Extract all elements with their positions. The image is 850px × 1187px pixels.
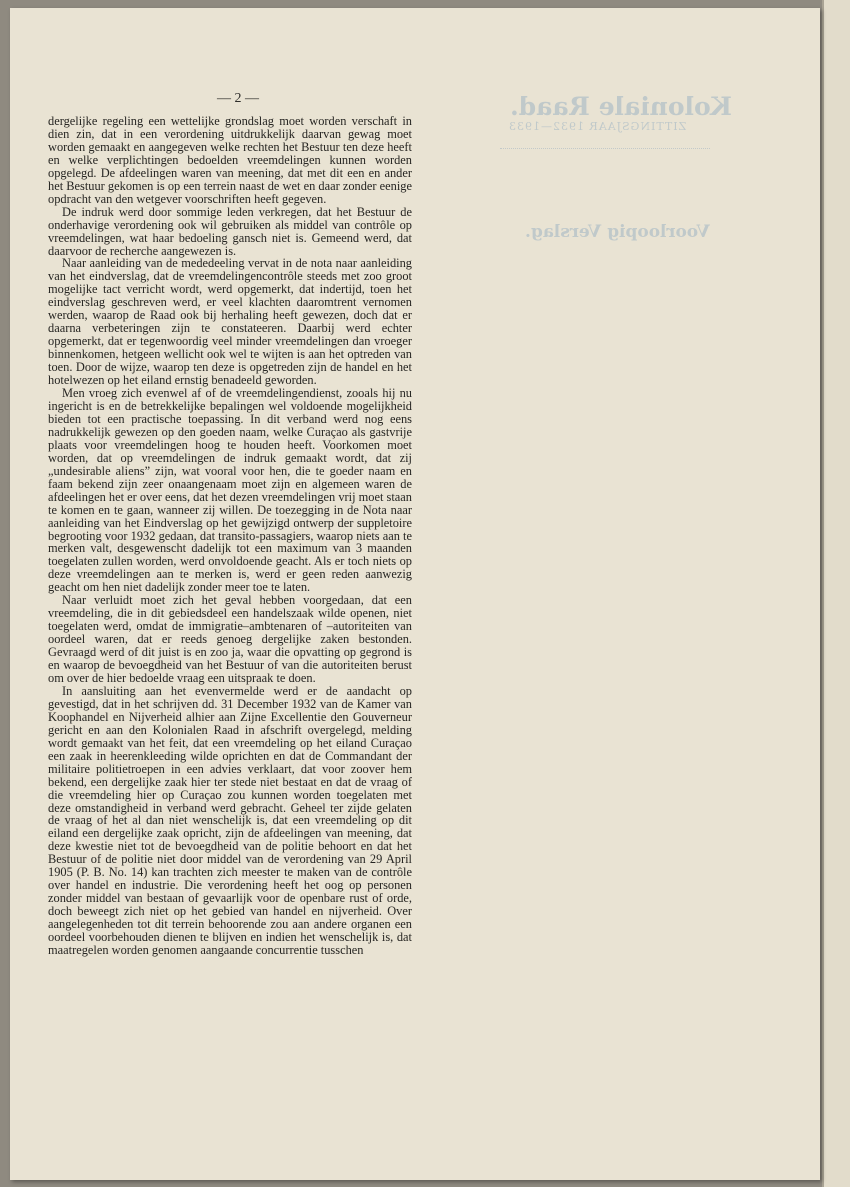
bleed-through-title: Koloniale Raad. bbox=[510, 92, 732, 121]
bleed-through-subtitle: ZITTINGSJAAR 1932—1933 bbox=[508, 120, 687, 133]
bleed-through-rule bbox=[500, 148, 710, 149]
bleed-through-heading: Voorloopig Verslag. bbox=[525, 222, 710, 242]
paragraph-6: In aansluiting aan het evenvermelde werd er de aandacht op gevestigd, dat in het schrijven dd. 31 December 1932 van de Kamer van Koophandel en Nijverheid alhier aan Zijne Excellentie den Gouverneur gericht en aan den Kolonialen Raad in afschrift overgelegd, melding wordt gemaakt van het feit, dat een vreemdeling op het eiland Curaçao een zaak in heerenkleeding wilde oprichten en dat de Commandant der militaire politietroepen in een advies verklaart, dat voor zoover hem bekend, een dergelijke zaak hier ter stede niet bestaat en dat de vraag of die vreemdeling hier op Curaçao zou kunnen worden toegelaten met deze omstandigheid in verband werd gebracht. Geheel ter zijde gelaten de vraag of het al dan niet wenschelijk is, dat een vreemdeling op dit eiland een dergelijke zaak opricht, zijn de afdeelingen van meening, dat deze kwestie niet tot de bevoegdheid van de politie behoort en dat het Bestuur of de politie niet door middel van de verordening van 29 April 1905 (P. B. No. 14) kan trachten zich meester te maken van de contrôle over handel en industrie. Die verordening heeft het oog op personen zonder middel van bestaan of gevaarlijk voor de openbare rust of orde, doch beweegt zich niet op het gebied van handel en nijverheid. Over aangelegenheden tot dit terrein behoorende zou aan andere organen een oordeel voorbehouden dienen te blijven en indien het wenschelijk is, dat maatregelen worden genomen aangaande concurrentie tusschen bbox=[48, 683, 412, 957]
page-number: — 2 — bbox=[217, 91, 259, 106]
paragraph-4: Men vroeg zich evenwel af of de vreemdelingendienst, zooals hij nu ingericht is en de betrekkelijke bepalingen wel voldoende mogelijkheid bieden tot een practische toepassing. In dit verband werd nog eens nadrukkelijk gewezen op den goeden naam, welke Curaçao als gastvrije plaats voor vreemdelingen hoog te houden heeft. Voorkomen moet worden, dat op vreemdelingen de indruk gemaakt wordt, dat zij „undesirable aliens” zijn, wat vooral voor hen, die te goeder naam en faam bekend zijn zeer onaangenaam moet zijn en algemeen waren de afdeelingen het er over eens, dat het dezen vreemdelingen vrij moet staan te komen en te gaan, wanneer zij willen. De toezegging in de Nota naar aanleiding van het Eindverslag op het gewijzigd ontwerp der suppletoire begrooting voor 1932 gedaan, dat transito-passagiers, waarop niets aan te merken valt, desgewenscht dadelijk tot een maximum van 3 maanden toegelaten zullen worden, werd onvoldoende geacht. Als er toch niets op deze vreemdelingen aan te merken is, werd er geen reden aanwezig geacht om hen niet dadelijk zonder meer toe te laten. bbox=[48, 386, 412, 595]
paragraph-5: Naar verluidt moet zich het geval hebben voorgedaan, dat een vreemdeling, die in dit gebiedsdeel een handelszaak wilde openen, niet toegelaten werd, omdat de immigratie–ambtenaren of –autoriteiten van oordeel waren, dat er reeds genoeg dergelijke zaken bestonden. Gevraagd werd of dit juist is en zoo ja, waar die opvatting op gegrond is en waarop de bevoegdheid van het Bestuur of van die autoriteiten berust om over de hier bedoelde vraag een uitspraak te doen. bbox=[48, 593, 412, 685]
text-column bbox=[48, 115, 412, 957]
adjacent-page-edge bbox=[822, 0, 850, 1187]
paragraph-1: dergelijke regeling een wettelijke grondslag moet worden verschaft in dien zin, dat in een verordening uitdrukkelijk daarvan gewag moet worden gemaakt en aangegeven welke rechten het Bestuur ten deze heeft en welke verplichtingen bedoelden vreemdelingen kunnen worden opgelegd. De afdeelingen waren van meening, dat met dit een en ander het Bestuur gekomen is op een terrein naast de wet en daar zonder eenige opdracht van den wetgever voorschriften heeft gegeven. bbox=[48, 114, 412, 206]
paragraph-2: De indruk werd door sommige leden verkregen, dat het Bestuur de onderhavige verordening ook wil gebruiken als middel van contrôle op vreemdelingen, wat haar bedoeling gansch niet is. Gemeend werd, dat daarvoor de recherche aangewezen is. bbox=[48, 204, 412, 258]
paragraph-3: Naar aanleiding van de mededeeling vervat in de nota naar aanleiding van het eindverslag, dat de vreemdelingencontrôle steeds met zoo groot mogelijke tact verricht wordt, werd opgemerkt, dat indertijd, toen het eindverslag geschreven werd, er veel klachten daaromtrent vernomen werden, waarop de Raad ook bij herhaling heeft gewezen, doch dat er daarna verbeteringen zijn te constateeren. Daarbij werd echter opgemerkt, dat er tegenwoordig veel minder vreemdelingen dan vroeger binnenkomen, hetgeen wellicht ook wel te wijten is aan het optreden van toen. Door de wijze, waarop ten deze is opgetreden zijn de handel en het hotelwezen op het eiland ernstig benadeeld geworden. bbox=[48, 256, 412, 388]
